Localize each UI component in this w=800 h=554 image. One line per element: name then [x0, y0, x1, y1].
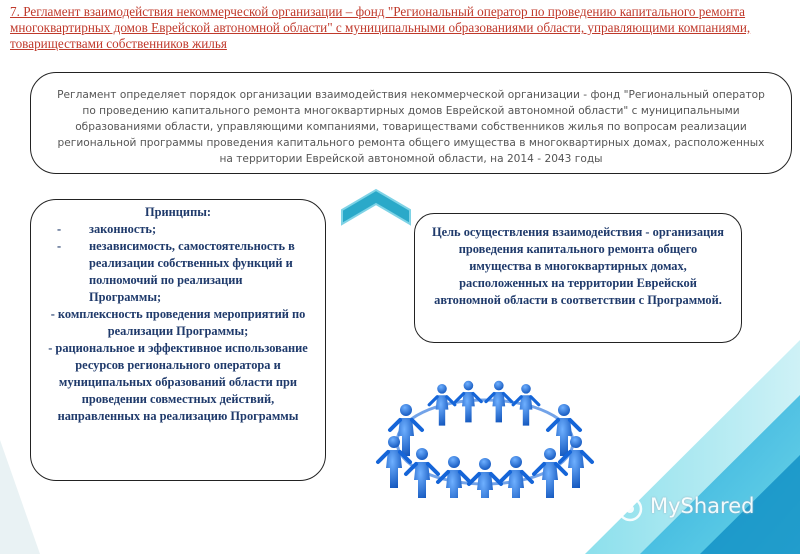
- watermark-brand: MyShared: [650, 494, 755, 518]
- principle-item: - законность;: [57, 222, 157, 236]
- principle-item: - независимость, самостоятельность в реализации собственных функций и полномочий по реализации Программы;: [57, 239, 295, 304]
- goal-text: Цель осуществления взаимодействия - организация проведения капитального ремонта общего имущества в многоквартирных домах, расположенных на территории Еврейской автономной области в соответствии с Программой.: [431, 225, 725, 307]
- principles-heading: Принципы:: [144, 205, 212, 219]
- slide-title: 7. Регламент взаимодействия некоммерческой организации – фонд "Региональный оператор по проведению капитального ремонта многоквартирных домов Еврейской автономной области" с муниципальными образованиями области, управляющими компаниями, товариществами собственников жилья: [10, 4, 751, 51]
- regulation-text: Регламент определяет порядок организации взаимодействия некоммерческой организации - фонд "Региональный оператор по проведению капитального ремонта многоквартирных домов Еврейской автономной области" с муниципальными образованиями области, управляющими компаниями, товариществами собственников жилья по вопросам реализации региональной программы проведения капитального ремонта общего имущества в многоквартирных домах, расположенных на территории Еврейской автономной области, на 2014 - 2043 годы: [57, 89, 765, 165]
- regulation-description-box: [30, 72, 792, 174]
- principles-box: [30, 199, 326, 481]
- principle-item: - комплексность проведения мероприятий по реализации Программы;: [50, 307, 306, 338]
- double-chevron-arrow-icon: [336, 186, 416, 230]
- principle-item: - рациональное и эффективное использование ресурсов регионального оператора и муниципальных образований области при проведении совместных действий, направленных на реализацию Программы: [48, 341, 308, 423]
- goal-box: [414, 213, 742, 343]
- people-circle-illustration: [374, 372, 596, 498]
